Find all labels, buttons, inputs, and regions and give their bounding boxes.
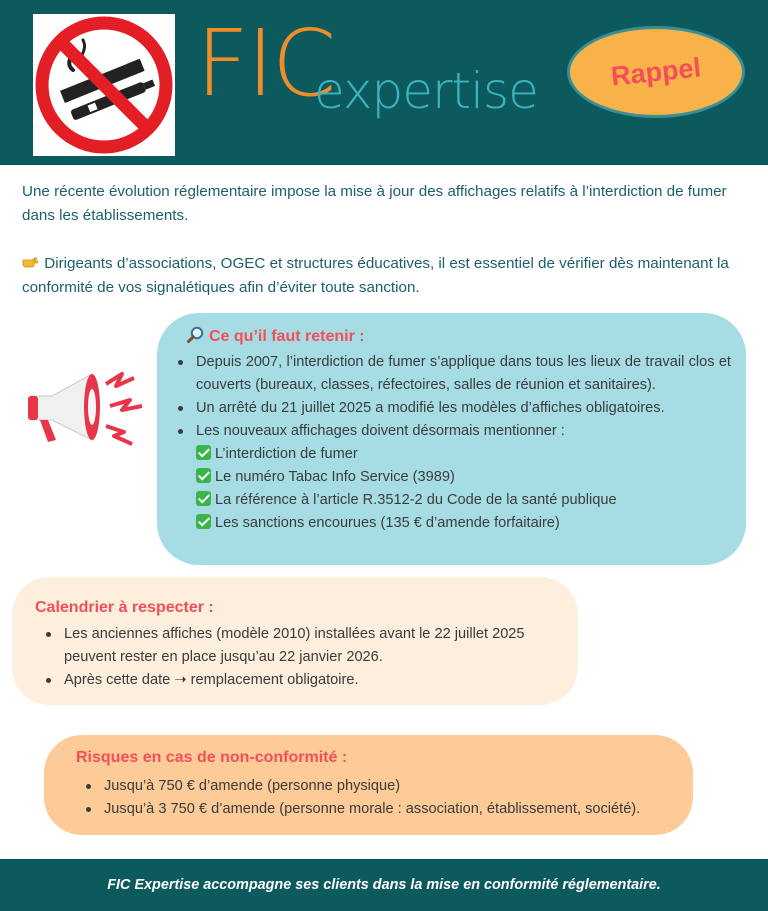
no-smoking-sign [33, 14, 175, 156]
risques-list [81, 775, 681, 821]
risques-title: Risques en cas de non-conformité : [76, 749, 348, 766]
list-item: Après cette date ➝ remplacement obligatoire. [41, 669, 565, 692]
magnifier-icon [187, 326, 205, 348]
check-item-text: La référence à l’article R.3512-2 du Code de la santé publique [215, 492, 617, 508]
footer-text: FIC Expertise accompagne ses clients dans la mise en conformité réglementaire. [107, 877, 661, 893]
check-item [196, 466, 731, 489]
megaphone-icon [26, 362, 150, 450]
list-item [173, 420, 731, 535]
logo-expertise: expertise [314, 62, 538, 120]
retenir-box [157, 313, 746, 565]
list-item: Depuis 2007, l’interdiction de fumer s’applique dans tous les lieux de travail clos et couverts (bureaux, classes, réfectoires, salles de réunion et sanitaires). [173, 351, 731, 397]
intro-text [22, 180, 748, 300]
no-smoking-icon [33, 14, 175, 156]
list-item: Un arrêté du 21 juillet 2025 a modifié les modèles d’affiches obligatoires. [173, 397, 731, 420]
retenir-title-text: Ce qu’il faut retenir : [209, 328, 365, 345]
list-item: Les anciennes affiches (modèle 2010) installées avant le 22 juillet 2025 peuvent rester en place jusqu’au 22 janvier 2026. [41, 623, 565, 669]
check-item [196, 489, 731, 512]
check-item [196, 443, 731, 466]
footer-banner [0, 859, 768, 911]
calendrier-title: Calendrier à respecter : [35, 599, 214, 616]
list-item: Jusqu’à 3 750 € d’amende (personne morale : association, établissement, société). [81, 798, 681, 821]
check-mark-icon [196, 468, 211, 483]
check-mark-icon [196, 445, 211, 460]
header-banner [0, 0, 768, 165]
check-item-text: L’interdiction de fumer [215, 446, 358, 462]
retenir-list [173, 351, 731, 535]
intro-paragraph-2 [22, 252, 748, 300]
list-item: Jusqu’à 750 € d’amende (personne physique) [81, 775, 681, 798]
logo-fic: FIC [196, 10, 335, 117]
calendrier-box [12, 577, 578, 705]
rappel-badge [567, 26, 745, 118]
retenir-title [187, 326, 365, 348]
intro-paragraph-1: Une récente évolution réglementaire impose la mise à jour des affichages relatifs à l’interdiction de fumer dans les établissements. [22, 183, 727, 224]
check-item-text: Le numéro Tabac Info Service (3989) [215, 469, 455, 485]
rappel-label: Rappel [609, 51, 703, 92]
calendrier-list [41, 623, 565, 692]
check-item-text: Les sanctions encourues (135 € d’amende forfaitaire) [215, 515, 560, 531]
check-item [196, 512, 731, 535]
check-mark-icon [196, 491, 211, 506]
risques-box [44, 735, 693, 835]
intro-paragraph-2-text: Dirigeants d’associations, OGEC et structures éducatives, il est essentiel de vérifier dès maintenant la conformité de vos signalétiques afin d’éviter toute sanction. [22, 255, 729, 296]
list-item-text: Les nouveaux affichages doivent désormais mentionner : [196, 423, 565, 439]
check-mark-icon [196, 514, 211, 529]
pointing-hand-icon [22, 252, 40, 276]
